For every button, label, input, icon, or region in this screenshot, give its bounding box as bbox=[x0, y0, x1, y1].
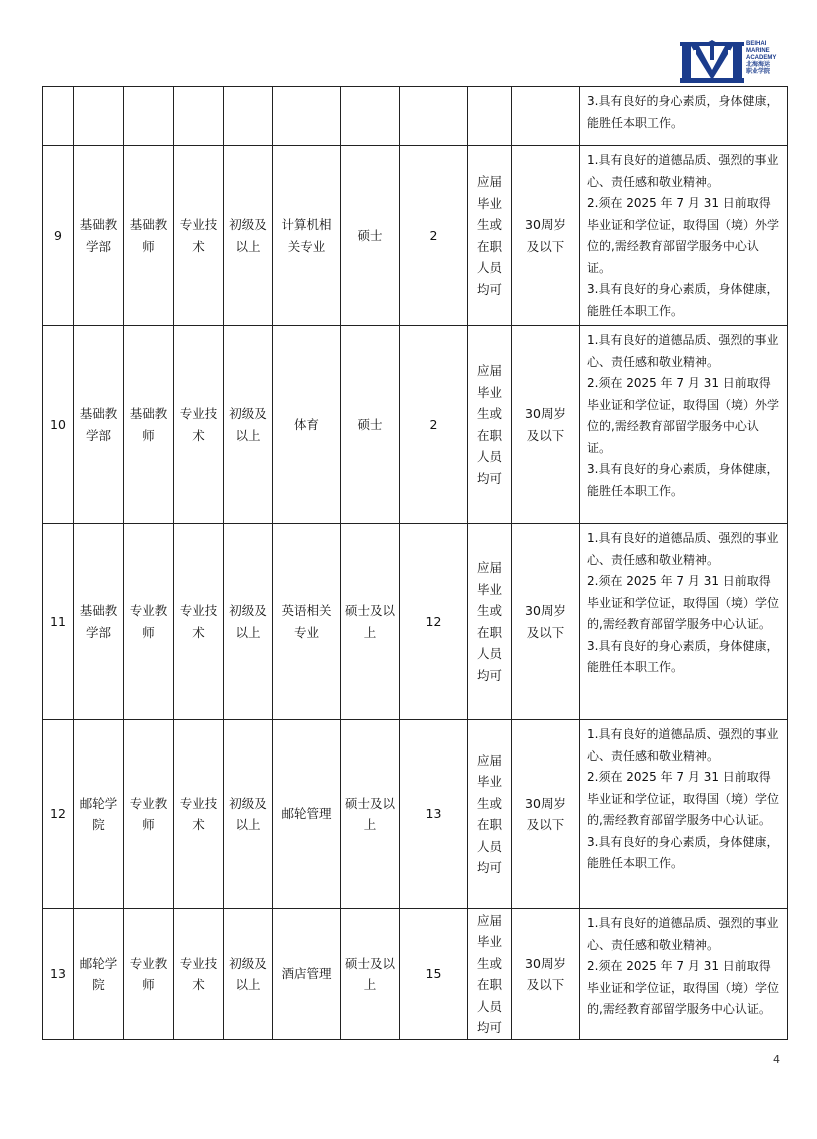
position-level: 初级及以上 bbox=[224, 909, 273, 1040]
major: 酒店管理 bbox=[273, 909, 341, 1040]
requirements-cell: 3.具有良好的身心素质，身体健康，能胜任本职工作。 bbox=[580, 87, 788, 146]
age-limit: 30周岁及以下 bbox=[512, 909, 580, 1040]
academy-logo-text: BEIHAI MARINE ACADEMY 北海海运 职业学院 bbox=[746, 41, 777, 75]
position-name: 基础教师 bbox=[124, 146, 174, 326]
target-group: 应届毕业生或在职人员均可 bbox=[468, 146, 512, 326]
requirements-cell: 1.具有良好的道德品质、强烈的事业心、责任感和敬业精神。 2.须在 2025 年 7 月 31 日前取得毕业证和学位证，取得国（境）学位的,需经教育部留学服务中心认证。 3.具有良好的身心素质，身体健康，能胜任本职工作。 bbox=[580, 524, 788, 720]
requirements-cell: 1.具有良好的道德品质、强烈的事业心、责任感和敬业精神。 2.须在 2025 年 7 月 31 日前取得毕业证和学位证，取得国（境）学位的,需经教育部留学服务中心认证。 3.具有良好的身心素质，身体健康，能胜任本职工作。 bbox=[580, 720, 788, 909]
position-name: 基础教师 bbox=[124, 326, 174, 524]
position-level: 初级及以上 bbox=[224, 326, 273, 524]
position-category: 专业技术 bbox=[174, 146, 224, 326]
target-group: 应届毕业生或在职人员均可 bbox=[468, 326, 512, 524]
target-group: 应届毕业生或在职人员均可 bbox=[468, 524, 512, 720]
page-number: 4 bbox=[773, 1053, 780, 1066]
table-row bbox=[43, 909, 788, 1040]
hiring-count: 15 bbox=[400, 909, 468, 1040]
hiring-count: 13 bbox=[400, 720, 468, 909]
position-level: 初级及以上 bbox=[224, 146, 273, 326]
education: 硕士及以上 bbox=[341, 720, 400, 909]
table-row bbox=[43, 524, 788, 720]
position-category: 专业技术 bbox=[174, 524, 224, 720]
education: 硕士 bbox=[341, 146, 400, 326]
row-number: 12 bbox=[43, 720, 74, 909]
table-row bbox=[43, 326, 788, 524]
hiring-count: 2 bbox=[400, 146, 468, 326]
table-row bbox=[43, 146, 788, 326]
row-number: 9 bbox=[43, 146, 74, 326]
position-category: 专业技术 bbox=[174, 909, 224, 1040]
education: 硕士及以上 bbox=[341, 909, 400, 1040]
row-number: 11 bbox=[43, 524, 74, 720]
academy-logo bbox=[680, 40, 780, 84]
education: 硕士 bbox=[341, 326, 400, 524]
age-limit: 30周岁及以下 bbox=[512, 326, 580, 524]
position-name: 专业教师 bbox=[124, 720, 174, 909]
position-name: 专业教师 bbox=[124, 524, 174, 720]
department: 基础教学部 bbox=[74, 326, 124, 524]
education: 硕士及以上 bbox=[341, 524, 400, 720]
table-row bbox=[43, 720, 788, 909]
academy-logo-mark bbox=[680, 40, 744, 84]
age-limit: 30周岁及以下 bbox=[512, 720, 580, 909]
age-limit: 30周岁及以下 bbox=[512, 524, 580, 720]
major: 英语相关专业 bbox=[273, 524, 341, 720]
row-number: 13 bbox=[43, 909, 74, 1040]
department: 基础教学部 bbox=[74, 524, 124, 720]
department: 邮轮学院 bbox=[74, 909, 124, 1040]
department: 基础教学部 bbox=[74, 146, 124, 326]
hiring-count: 12 bbox=[400, 524, 468, 720]
row-number: 10 bbox=[43, 326, 74, 524]
target-group: 应届毕业生或在职人员均可 bbox=[468, 720, 512, 909]
hiring-count: 2 bbox=[400, 326, 468, 524]
position-category: 专业技术 bbox=[174, 720, 224, 909]
requirements-cell: 1.具有良好的道德品质、强烈的事业心、责任感和敬业精神。 2.须在 2025 年 7 月 31 日前取得毕业证和学位证，取得国（境）外学位的,需经教育部留学服务中心认证。 3.具有良好的身心素质，身体健康，能胜任本职工作。 bbox=[580, 326, 788, 524]
major: 计算机相关专业 bbox=[273, 146, 341, 326]
table-row-continued bbox=[43, 87, 788, 146]
target-group: 应届毕业生或在职人员均可 bbox=[468, 909, 512, 1040]
major: 体育 bbox=[273, 326, 341, 524]
position-level: 初级及以上 bbox=[224, 720, 273, 909]
department: 邮轮学院 bbox=[74, 720, 124, 909]
age-limit: 30周岁及以下 bbox=[512, 146, 580, 326]
major: 邮轮管理 bbox=[273, 720, 341, 909]
position-name: 专业教师 bbox=[124, 909, 174, 1040]
position-category: 专业技术 bbox=[174, 326, 224, 524]
requirements-cell: 1.具有良好的道德品质、强烈的事业心、责任感和敬业精神。 2.须在 2025 年 7 月 31 日前取得毕业证和学位证，取得国（境）学位的,需经教育部留学服务中心认证。 bbox=[580, 909, 788, 1040]
position-level: 初级及以上 bbox=[224, 524, 273, 720]
requirements-cell: 1.具有良好的道德品质、强烈的事业心、责任感和敬业精神。 2.须在 2025 年 7 月 31 日前取得毕业证和学位证，取得国（境）外学位的,需经教育部留学服务中心认证。 3.具有良好的身心素质，身体健康，能胜任本职工作。 bbox=[580, 146, 788, 326]
recruitment-table bbox=[42, 86, 788, 1040]
